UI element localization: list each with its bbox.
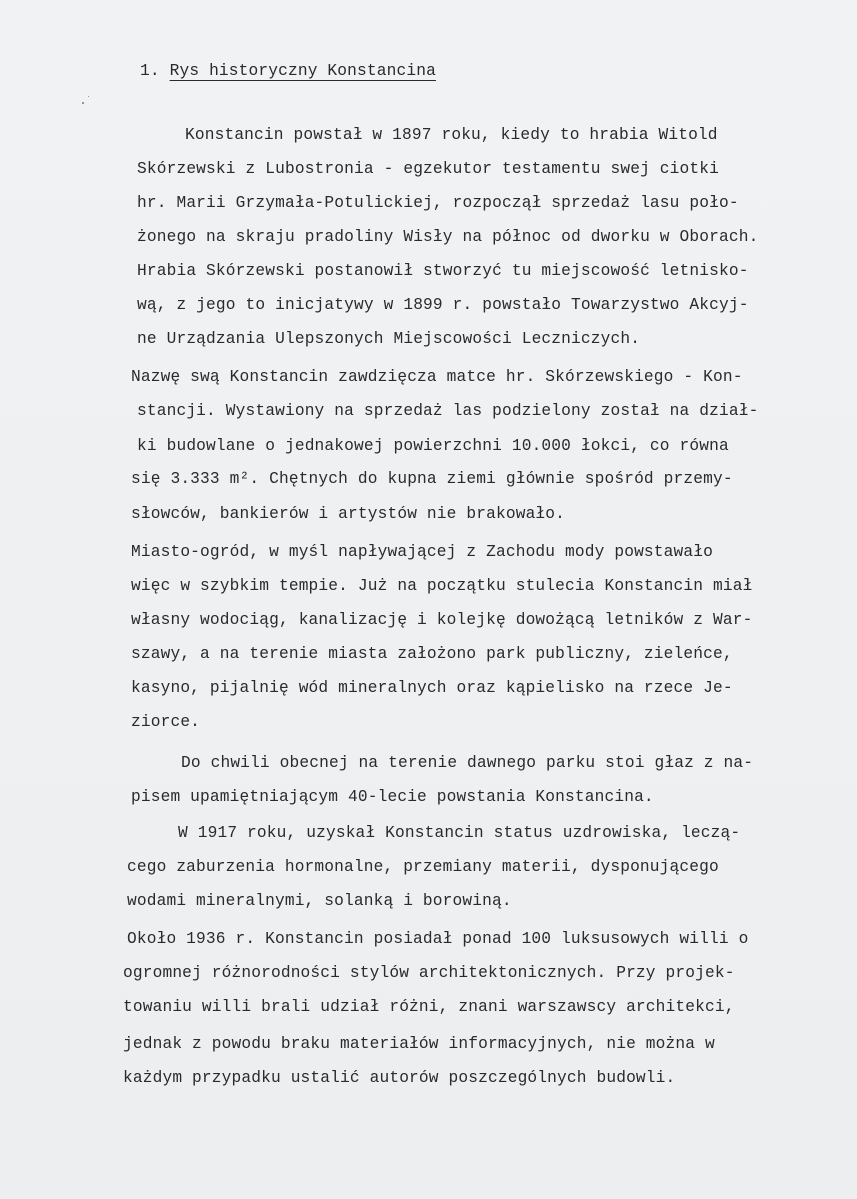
text-line: Skórzewski z Lubostronia - egzekutor testamentu swej ciotki bbox=[137, 160, 719, 178]
text-line: Około 1936 r. Konstancin posiadał ponad 100 luksusowych willi o bbox=[127, 930, 749, 948]
text-line: towaniu willi brali udział różni, znani warszawscy architekci, bbox=[123, 998, 735, 1016]
text-line: słowców, bankierów i artystów nie brakowało. bbox=[131, 505, 566, 523]
text-line: własny wodociąg, kanalizację i kolejkę dowożącą letników z War- bbox=[131, 611, 753, 629]
text-line: wą, z jego to inicjatywy w 1899 r. powstało Towarzystwo Akcyj- bbox=[137, 296, 749, 314]
text-line: żonego na skraju pradoliny Wisły na północ od dworku w Oborach. bbox=[137, 228, 759, 246]
text-line: każdym przypadku ustalić autorów poszczególnych budowli. bbox=[123, 1069, 676, 1087]
text-line: cego zaburzenia hormonalne, przemiany materii, dysponującego bbox=[127, 858, 719, 876]
text-line: wodami mineralnymi, solanką i borowiną. bbox=[127, 892, 512, 910]
text-line: hr. Marii Grzymała-Potulickiej, rozpoczął sprzedaż lasu poło- bbox=[137, 194, 739, 212]
text-line: Miasto-ogród, w myśl napływającej z Zachodu mody powstawało bbox=[131, 543, 713, 561]
text-line: stancji. Wystawiony na sprzedaż las podzielony został na dział- bbox=[137, 402, 759, 420]
text-line: ziorce. bbox=[131, 713, 201, 731]
text-line: ne Urządzania Ulepszonych Miejscowości Leczniczych. bbox=[137, 330, 641, 348]
text-line: więc w szybkim tempie. Już na początku stulecia Konstancin miał bbox=[131, 577, 753, 595]
speck-mark bbox=[82, 102, 84, 104]
text-line: jednak z powodu braku materiałów informacyjnych, nie można w bbox=[123, 1035, 715, 1053]
text-line: szawy, a na terenie miasta założono park publiczny, zieleńce, bbox=[131, 645, 733, 663]
text-line: kasyno, pijalnię wód mineralnych oraz kąpielisko na rzece Je- bbox=[131, 679, 733, 697]
heading-text: Rys historyczny Konstancina bbox=[169, 62, 436, 80]
speck-mark bbox=[88, 96, 89, 97]
text-line: się 3.333 m². Chętnych do kupna ziemi głównie spośród przemy- bbox=[131, 470, 733, 488]
text-line: Do chwili obecnej na terenie dawnego parku stoi głaz z na- bbox=[181, 754, 754, 772]
text-line: Nazwę swą Konstancin zawdzięcza matce hr. Skórzewskiego - Kon- bbox=[131, 368, 743, 386]
heading-number: 1. bbox=[140, 62, 160, 80]
text-line: pisem upamiętniającym 40-lecie powstania Konstancina. bbox=[131, 788, 654, 806]
text-line: Konstancin powstał w 1897 roku, kiedy to hrabia Witold bbox=[185, 126, 718, 144]
text-line: ki budowlane o jednakowej powierzchni 10.000 łokci, co równa bbox=[137, 437, 729, 455]
text-line: Hrabia Skórzewski postanowił stworzyć tu miejscowość letnisko- bbox=[137, 262, 749, 280]
section-heading bbox=[140, 62, 436, 80]
text-line: ogromnej różnorodności stylów architektonicznych. Przy projek- bbox=[123, 964, 735, 982]
text-line: W 1917 roku, uzyskał Konstancin status uzdrowiska, leczą- bbox=[178, 824, 741, 842]
